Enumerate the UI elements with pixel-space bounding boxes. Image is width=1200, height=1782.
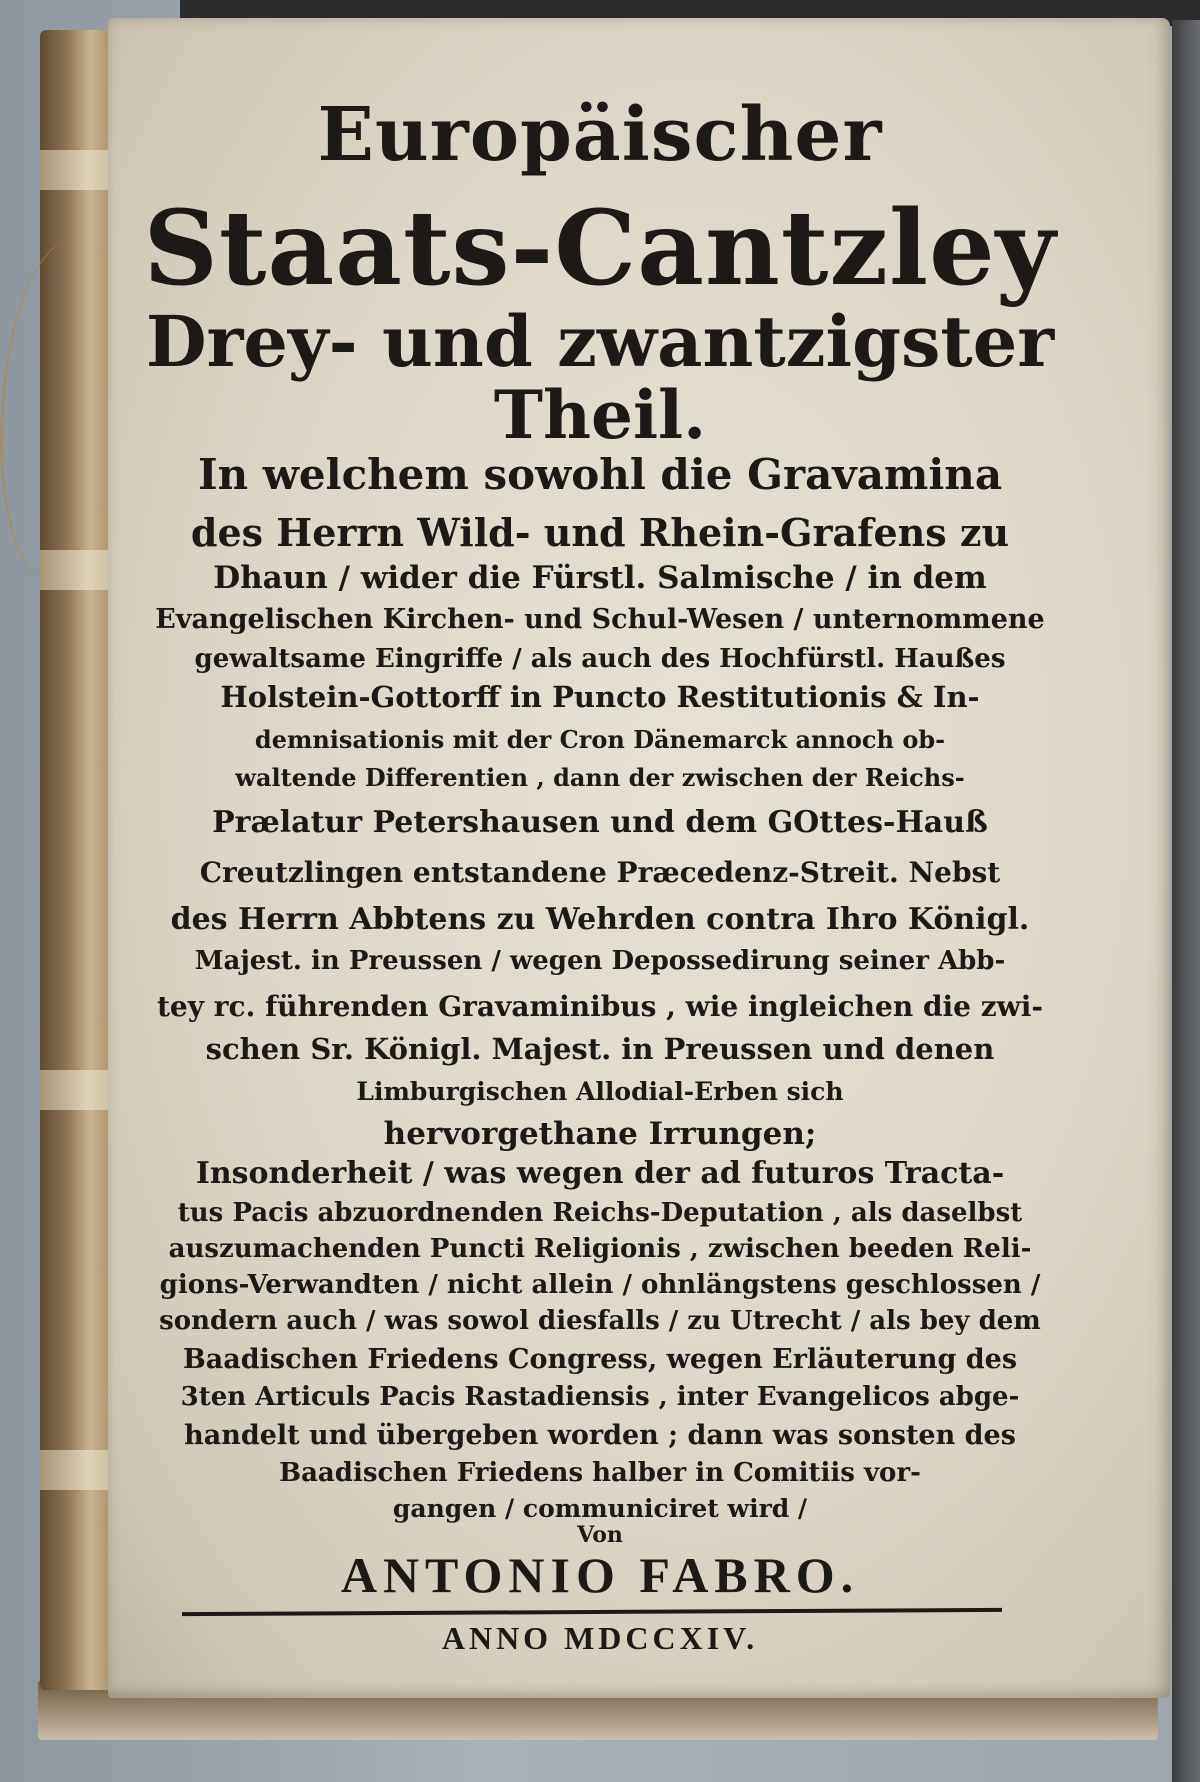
body-line: gewaltsame Eingriffe / als auch des Hochfürstl. Haußes [194,644,1006,674]
closing-line: gions-Verwandten / nicht allein / ohnlängstens geschlossen / [159,1270,1041,1300]
closing-line: gangen / communiciret wird / [392,1494,808,1523]
closing-line: Baadischen Friedens Congress, wegen Erläuterung des [182,1344,1018,1375]
closing-line: Baadischen Friedens halber in Comitiis vor- [279,1458,921,1488]
background-edge [1172,20,1200,1782]
body-line: des Herrn Abbtens zu Wehrden contra Ihro Königl. [170,902,1030,937]
body-line: Limburgischen Allodial-Erben sich [356,1077,844,1106]
closing-line: tus Pacis abzuordnenden Reichs-Deputation , als daselbst [177,1198,1023,1228]
closing-line: handelt und übergeben worden ; dann was sonsten des [184,1420,1016,1451]
body-line: demnisationis mit der Cron Dänemarck annoch ob- [254,725,946,754]
body-line: schen Sr. Königl. Majest. in Preussen und denen [205,1032,995,1066]
closing-line: auszumachenden Puncti Religionis , zwischen beeden Reli- [168,1234,1032,1264]
title-line-3: Drey- und zwantzigster [145,300,1055,383]
title-line-4: Theil. [493,376,707,454]
closing-line: 3ten Articuls Pacis Rastadiensis , inter Evangelicos abge- [180,1382,1020,1412]
closing-line: Insonderheit / was wegen der ad futuros Tracta- [195,1156,1005,1191]
body-line: Creutzlingen entstandene Præcedenz-Streit. Nebst [199,856,1001,889]
body-line: Holstein-Gottorff in Puncto Restitutionis & In- [220,680,980,714]
body-line: hervorgethane Irrungen; [383,1116,817,1152]
binding-thread [0,240,123,580]
von-label: Von [577,1522,623,1548]
body-line: Dhaun / wider die Fürstl. Salmische / in dem [213,560,987,596]
body-line: In welchem sowohl die Gravamina [197,450,1003,499]
body-line: Evangelischen Kirchen- und Schul-Wesen / unternommene [155,604,1045,635]
author-name: ANTONIO FABRO. [340,1547,860,1603]
body-line: waltende Differentien , dann der zwischen der Reichs- [235,763,965,792]
body-line: Prælatur Petershausen und dem GOttes-Hauß [212,805,988,840]
body-line: des Herrn Wild- und Rhein-Grafens zu [190,510,1010,555]
title-line-1: Europäischer [317,92,883,178]
closing-line: sondern auch / was sowol diesfalls / zu Utrecht / als bey dem [159,1306,1041,1336]
publication-year: ANNO MDCCXIV. [441,1620,759,1656]
body-line: tey rc. führenden Gravaminibus , wie ingleichen die zwi- [157,990,1043,1023]
title-line-2: Staats-Cantzley [143,188,1057,309]
body-line: Majest. in Preussen / wegen Depossedirung seiner Abb- [194,946,1006,976]
